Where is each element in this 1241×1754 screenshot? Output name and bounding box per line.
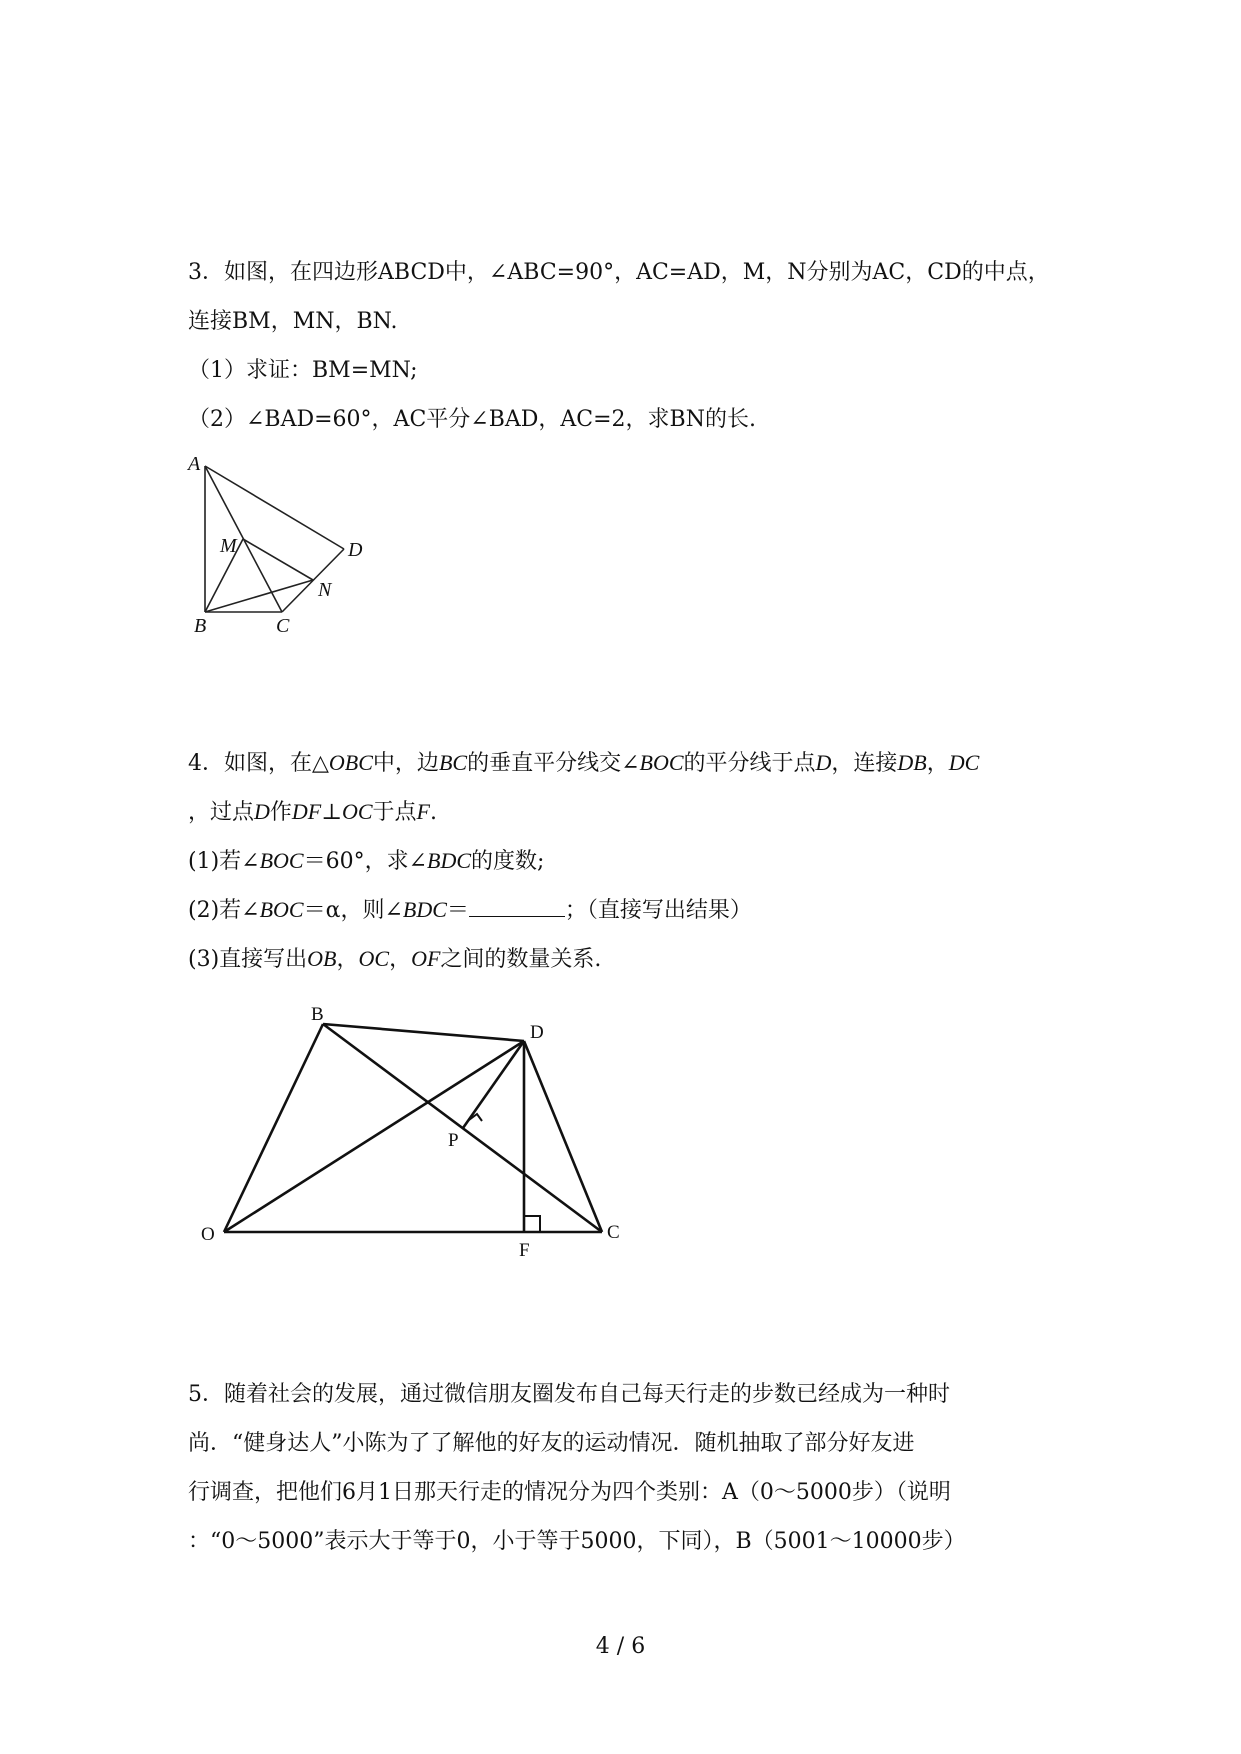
- q5-line-3: 行调查，把他们6月1日那天行走的情况分为四个类别：A（0～5000步）（说明: [188, 1480, 951, 1505]
- label-c: C: [276, 615, 290, 637]
- label-c: C: [607, 1222, 620, 1243]
- label-b: B: [194, 615, 207, 637]
- right-angle-mark-f: [524, 1216, 540, 1232]
- label-o: O: [201, 1224, 215, 1245]
- q3-part-1: （1）求证：BM=MN;: [188, 358, 418, 383]
- segment-dp: [463, 1041, 524, 1128]
- q4-line-1: 4．如图，在△OBC中，边BC的垂直平分线交∠BOC的平分线于点D，连接DB，DC: [188, 750, 980, 776]
- q3-part-2: （2）∠BAD=60°，AC平分∠BAD，AC=2，求BN的长.: [188, 407, 756, 432]
- q4-line-2: ，过点D作DF⊥OC于点F.: [188, 799, 437, 825]
- q4-part-2: (2)若∠BOC＝α，则∠BDC＝ ；（直接写出结果）: [188, 897, 752, 923]
- q4-part-3: (3)直接写出OB，OC，OF之间的数量关系.: [188, 946, 602, 972]
- label-m: M: [220, 535, 237, 557]
- label-d: D: [530, 1022, 544, 1043]
- q3-line-1: 3．如图，在四边形ABCD中，∠ABC=90°，AC=AD，M，N分别为AC，CD的中点，: [188, 260, 1050, 285]
- q5-line-1: 5．随着社会的发展，通过微信朋友圈发布自己每天行走的步数已经成为一种时: [188, 1382, 950, 1407]
- q4-figure: [190, 990, 630, 1260]
- segment-bd: [323, 1024, 524, 1041]
- label-d: D: [348, 539, 363, 561]
- q3-line-2: 连接BM，MN，BN.: [188, 309, 398, 334]
- answer-blank: [469, 898, 565, 917]
- label-f: F: [519, 1240, 530, 1261]
- label-n: N: [318, 579, 332, 601]
- q5-line-4: ：“0～5000”表示大于等于0，小于等于5000，下同），B（5001～10000步）: [188, 1529, 966, 1554]
- q5-line-2: 尚．“健身达人”小陈为了了解他的好友的运动情况．随机抽取了部分好友进: [188, 1431, 915, 1456]
- page-number: 4 / 6: [595, 1634, 646, 1659]
- q3-figure: [180, 450, 380, 640]
- label-b: B: [311, 1004, 324, 1025]
- label-p: P: [448, 1130, 459, 1151]
- label-a: A: [188, 453, 201, 475]
- q4-part-1: (1)若∠BOC＝60°，求∠BDC的度数;: [188, 848, 545, 874]
